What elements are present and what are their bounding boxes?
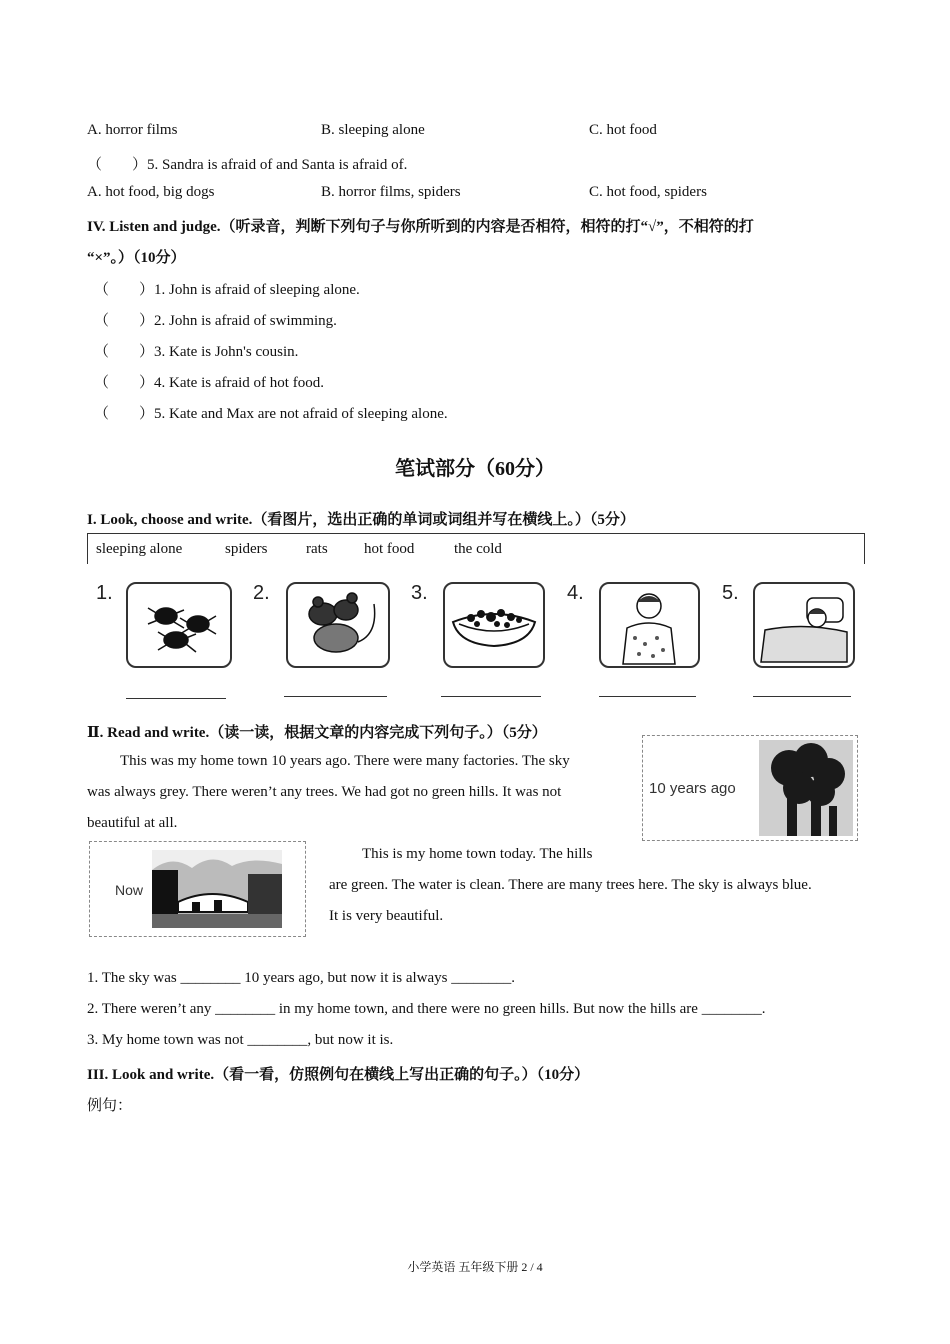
photo-10-years-ago	[642, 735, 858, 841]
section-iii-heading: III. Look and write.（看一看，仿照例句在横线上写出正确的句子。）（10分）	[87, 1067, 590, 1083]
section-i-heading: I. Look, choose and write.（看图片，选出正确的单词或词组并写在横线上。）（5分）	[87, 512, 635, 528]
q5-option-a: A. hot food, big dogs	[87, 184, 215, 200]
word-bank-item: spiders	[225, 541, 268, 557]
judge-item-2: （ ）2. John is afraid of swimming.	[94, 313, 337, 329]
passage-line: This was my home town 10 years ago. There were many factories. The sky	[120, 753, 570, 769]
q4-option-b: B. sleeping alone	[321, 122, 425, 138]
photo-label: 10 years ago	[649, 780, 736, 797]
section-ii-heading: Ⅱ. Read and write.（读一读，根据文章的内容完成下列句子。）（5分）	[87, 725, 547, 741]
spiders-icon	[128, 584, 230, 666]
judge-item-4: （ ）4. Kate is afraid of hot food.	[94, 375, 324, 391]
sleeping-alone-icon	[755, 584, 853, 666]
photo-label: Now	[115, 882, 144, 898]
word-bank-item: hot food	[364, 541, 415, 557]
word-bank-item: the cold	[454, 541, 502, 557]
written-part-title: 笔试部分（60分）	[395, 458, 555, 480]
passage-line: was always grey. There weren’t any trees. We had got no green hills. It was not	[87, 784, 562, 800]
word-bank-item: rats	[306, 541, 328, 557]
picture-number: 2.	[253, 582, 270, 604]
passage-line: This is my home town today. The hills	[362, 846, 593, 862]
passage-line: beautiful at all.	[87, 815, 178, 831]
passage-part-2	[329, 839, 812, 932]
photo-now	[89, 841, 306, 937]
read-question-1: 1. The sky was ________ 10 years ago, but now it is always ________.	[87, 970, 516, 986]
hot-food-icon	[445, 584, 543, 666]
q4-option-c: C. hot food	[589, 122, 657, 138]
passage-part-1	[87, 746, 570, 839]
passage-line: It is very beautiful.	[329, 908, 444, 924]
rats-icon	[288, 584, 388, 666]
read-question-2: 2. There weren’t any ________ in my home town, and there were no green hills. But now the hills are ________.	[87, 1001, 766, 1017]
passage-line: are green. The water is clean. There are many trees here. The sky is always blue.	[329, 877, 812, 893]
page-footer: 小学英语 五年级下册 2 / 4	[407, 1260, 543, 1274]
q5-option-c: C. hot food, spiders	[589, 184, 707, 200]
judge-item-1: （ ）1. John is afraid of sleeping alone.	[94, 282, 360, 298]
section-iv-heading-1: IV. Listen and judge.（听录音，判断下列句子与你所听到的内容是否相符，相符的打“√”，不相符的打	[87, 219, 754, 235]
picture-number: 4.	[567, 582, 584, 604]
word-bank-item: sleeping alone	[96, 541, 183, 557]
factory-smoke-image	[759, 740, 853, 836]
landscape-image	[152, 850, 282, 928]
cold-person-icon	[601, 584, 698, 666]
word-bank	[87, 533, 865, 564]
picture-number: 1.	[96, 582, 113, 604]
read-question-3: 3. My home town was not ________, but now it is.	[87, 1032, 394, 1048]
example-label: 例句：	[87, 1098, 133, 1114]
q5-question: （ ）5. Sandra is afraid of and Santa is afraid of.	[87, 157, 408, 173]
judge-item-3: （ ）3. Kate is John's cousin.	[94, 344, 299, 360]
q5-option-b: B. horror films, spiders	[321, 184, 461, 200]
picture-number: 3.	[411, 582, 428, 604]
judge-item-5: （ ）5. Kate and Max are not afraid of sleeping alone.	[94, 406, 448, 422]
q4-option-a: A. horror films	[87, 122, 178, 138]
section-iv-heading-2: “×”。）（10分）	[87, 250, 186, 266]
picture-number: 5.	[722, 582, 739, 604]
